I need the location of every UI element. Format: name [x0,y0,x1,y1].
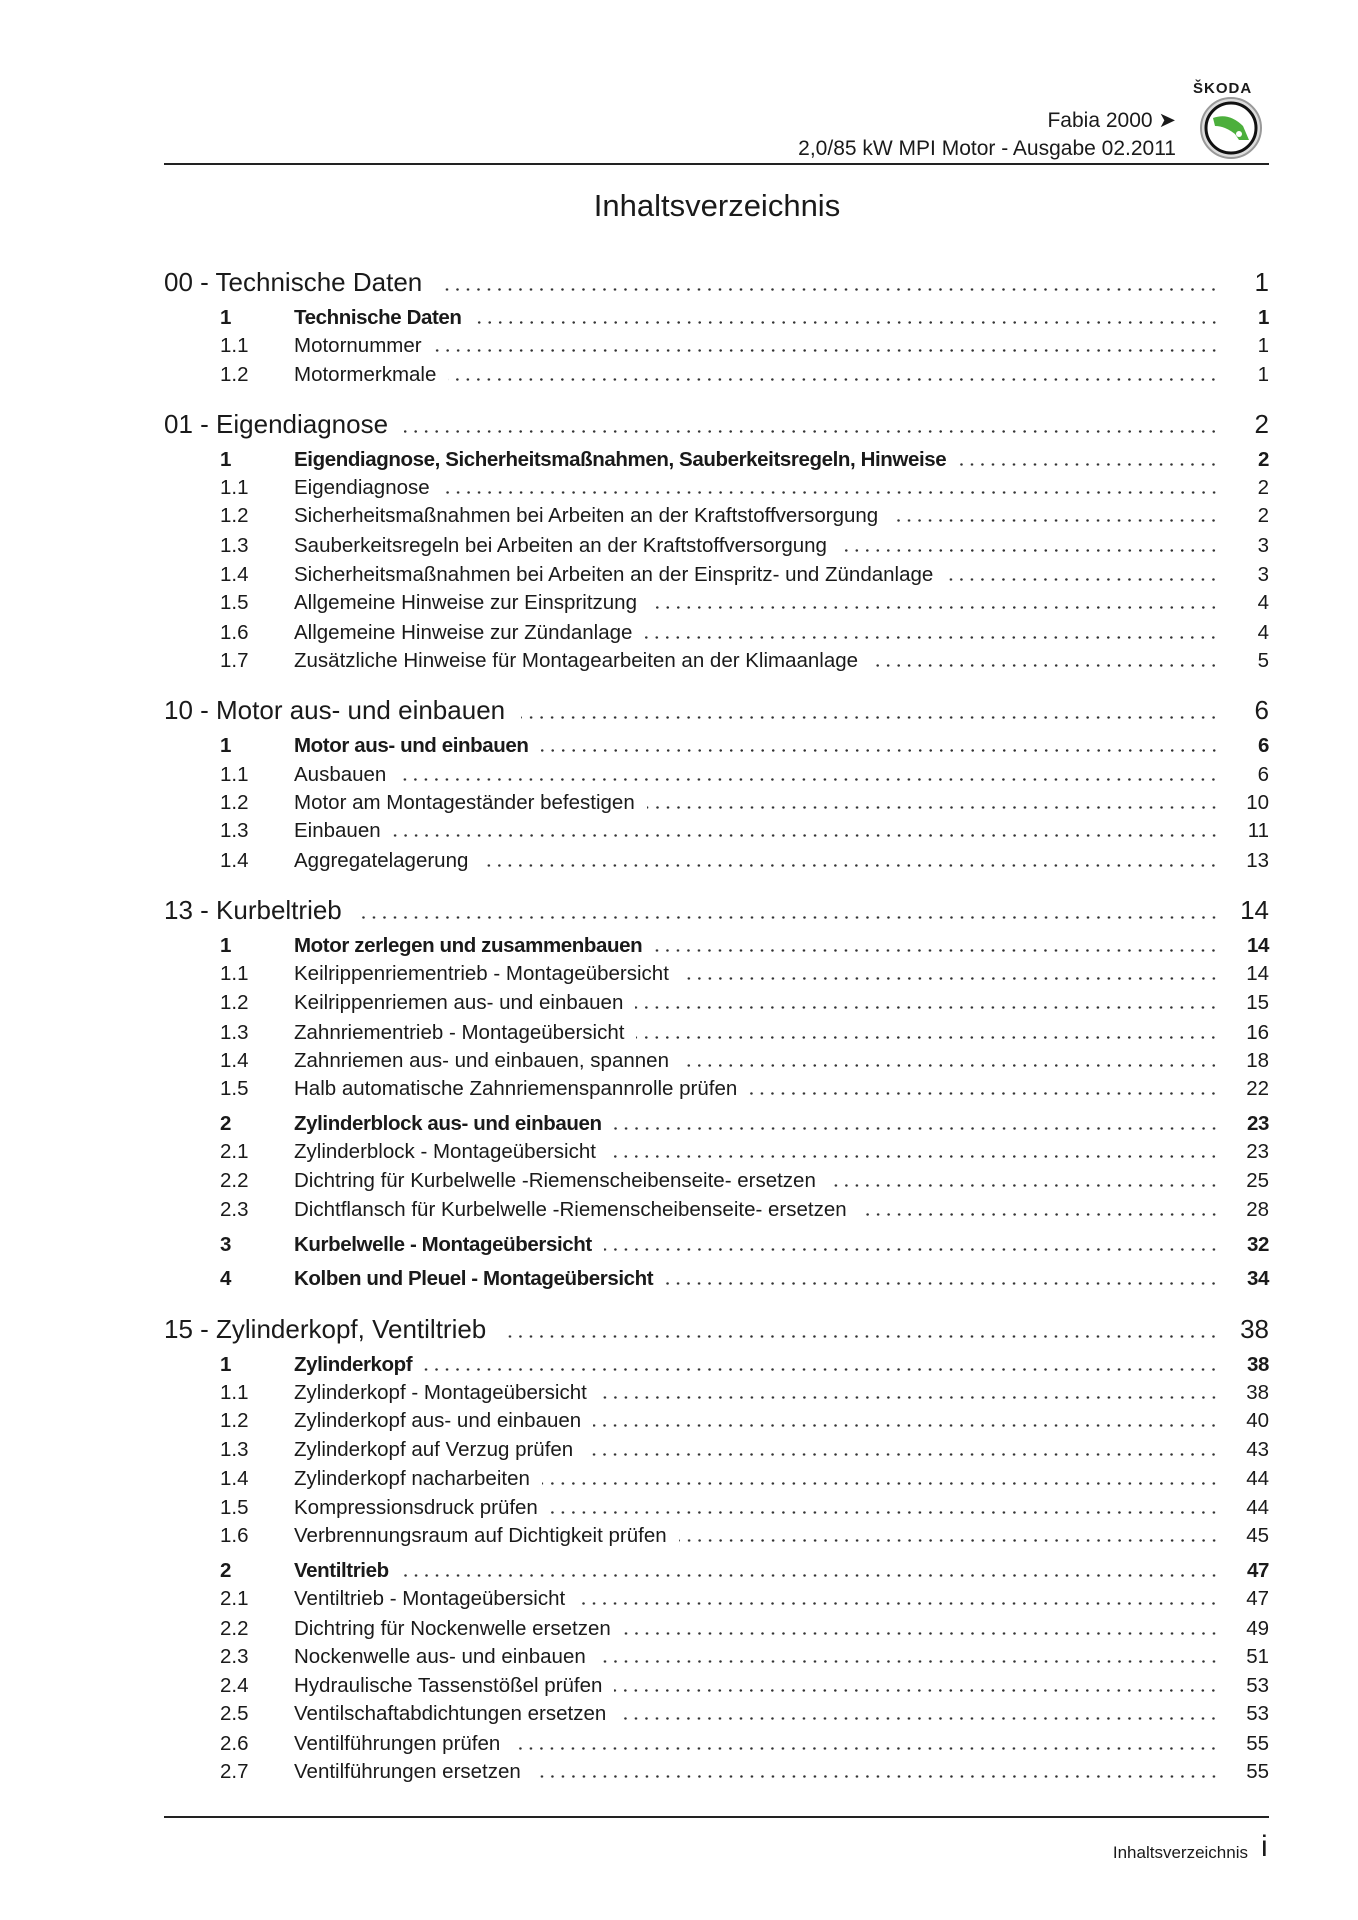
toc-entry[interactable] [164,1409,1269,1433]
header-model: Fabia 2000 ➤ [1047,109,1176,132]
dot-leader [618,1717,1219,1720]
entry-title: Zahnriemen aus- und einbauen, spannen [294,1048,669,1072]
toc-entry[interactable] [164,1198,1269,1222]
entry-number: 2.3 [220,1645,249,1669]
entry-page: 47 [1246,1558,1269,1582]
entry-page: 28 [1246,1198,1269,1222]
toc-entry[interactable] [164,409,1269,440]
entry-number: 2.2 [220,1168,249,1192]
entry-title: Zylinderkopf aus- und einbauen [294,1409,582,1433]
entry-page: 13 [1246,848,1269,872]
entry-page: 22 [1246,1077,1269,1101]
toc-entry[interactable] [164,267,1269,298]
entry-page: 18 [1246,1048,1269,1072]
header-brand: ŠKODA [1193,80,1253,97]
dot-leader [604,1248,1219,1251]
entry-title: Ventiltrieb - Montageübersicht [294,1587,566,1611]
entry-page: 14 [1246,934,1269,958]
entry-title: Allgemeine Hinweise zur Zündanlage [294,620,633,644]
entry-page: 25 [1246,1168,1269,1192]
entry-page: 44 [1246,1495,1269,1519]
dot-leader [945,578,1219,581]
entry-number: 1 [220,447,232,471]
dot-leader [521,716,1219,719]
entry-title: Nockenwelle aus- und einbauen [294,1645,586,1669]
entry-page: 23 [1246,1140,1269,1164]
entry-title: Halb automatische Zahnriemenspannrolle prüfen [294,1077,738,1101]
dot-leader [649,606,1219,609]
footer-rule [164,1816,1269,1818]
entry-number: 1.3 [220,534,249,558]
entry-title: Aggregatelagerung [294,848,469,872]
toc-entry[interactable] [164,1645,1269,1669]
entry-page: 32 [1246,1232,1269,1256]
entry-title: Motormerkmale [294,362,437,386]
entry-title: Verbrennungsraum auf Dichtigkeit prüfen [294,1524,667,1548]
entry-number: 2.7 [220,1759,249,1783]
entry-number: 3 [220,1232,232,1256]
entry-number: 1.1 [220,962,249,986]
entry-title: Ventiltrieb [294,1558,389,1582]
toc-entry[interactable] [164,1674,1269,1698]
entry-number: 1.3 [220,1020,249,1044]
footer-section: Inhaltsverzeichnis [1112,1843,1248,1862]
dot-leader [404,430,1219,433]
entry-page: 1 [1254,266,1269,297]
toc-entry[interactable] [164,649,1269,673]
entry-title: Motor aus- und einbauen [294,734,529,758]
entry-title: Allgemeine Hinweise zur Einspritzung [294,590,637,614]
entry-number: 2.1 [220,1140,249,1164]
entry-page: 45 [1246,1524,1269,1548]
entry-page: 47 [1246,1587,1269,1611]
entry-number: 1.5 [220,590,249,614]
entry-page: 16 [1246,1020,1269,1044]
entry-title: Motor am Montageständer befestigen [294,790,635,814]
entry-page: 4 [1257,620,1269,644]
entry-page: 2 [1257,504,1269,528]
toc-entry[interactable] [164,363,1269,387]
entry-title: Motor zerlegen und zusammenbauen [294,934,643,958]
dot-leader [859,1213,1219,1216]
toc-entry[interactable] [164,1077,1269,1101]
entry-title: Keilrippenriemen aus- und einbauen [294,990,624,1014]
toc-entry[interactable] [164,504,1269,528]
entry-title: Einbauen [294,819,381,843]
toc-entry[interactable] [164,695,1269,726]
entry-number: 1.2 [220,790,249,814]
dot-leader [614,1689,1219,1692]
entry-title: 00 - Technische Daten [164,266,423,297]
entry-title: Ventilführungen prüfen [294,1731,501,1755]
toc-entry[interactable] [164,1496,1269,1520]
dot-leader [577,1602,1219,1605]
entry-number: 2.1 [220,1587,249,1611]
dot-leader [550,1511,1219,1514]
toc-entry[interactable] [164,448,1269,472]
entry-page: 23 [1246,1111,1269,1135]
entry-page: 6 [1254,695,1269,726]
entry-title: Zylinderblock - Montageübersicht [294,1140,596,1164]
entry-number: 1.2 [220,504,249,528]
entry-title: Sicherheitsmaßnahmen bei Arbeiten an der Einspritz- und Zündanlage [294,562,934,586]
entry-page: 6 [1257,762,1269,786]
entry-page: 10 [1246,790,1269,814]
toc-entry[interactable] [164,1702,1269,1726]
entry-number: 1 [220,934,232,958]
skoda-logo-icon [1199,96,1263,160]
entry-title: Kurbelwelle - Montageübersicht [294,1232,592,1256]
page-title: Inhaltsverzeichnis [593,188,841,223]
entry-page: 1 [1257,334,1269,358]
dot-leader [654,949,1219,952]
entry-page: 11 [1247,819,1269,843]
dot-leader [839,549,1219,552]
entry-number: 1.3 [220,1437,249,1461]
dot-leader [679,1539,1219,1542]
dot-leader [644,636,1219,639]
entry-page: 2 [1257,476,1269,500]
entry-title: Zylinderblock aus- und einbauen [294,1111,602,1135]
dot-leader [438,288,1219,291]
toc-entry[interactable] [164,1381,1269,1405]
toc-entry[interactable] [164,1140,1269,1164]
toc-entry[interactable] [164,563,1269,587]
dot-leader [647,806,1219,809]
entry-number: 1.5 [220,1077,249,1101]
entry-number: 2.6 [220,1731,249,1755]
dot-leader [442,491,1219,494]
toc-entry[interactable] [164,734,1269,758]
dot-leader [541,749,1219,752]
entry-number: 1.3 [220,819,249,843]
toc-entry[interactable] [164,306,1269,330]
entry-title: Zusätzliche Hinweise für Montagearbeiten an der Klimaanlage [294,648,859,672]
dot-leader [870,664,1219,667]
entry-number: 2.3 [220,1198,249,1222]
dot-leader [585,1453,1219,1456]
entry-number: 1.4 [220,1048,249,1072]
entry-title: Ventilschaftabdichtungen ersetzen [294,1701,607,1725]
dot-leader [681,977,1219,980]
entry-title: Kolben und Pleuel - Montageübersicht [294,1267,654,1291]
entry-title: Zylinderkopf - Montageübersicht [294,1380,587,1404]
entry-number: 1 [220,305,232,329]
dot-leader [533,1775,1219,1778]
entry-title: Sicherheitsmaßnahmen bei Arbeiten an der Kraftstoffversorgung [294,504,879,528]
entry-title: Zylinderkopf [294,1352,413,1376]
dot-leader [635,1006,1219,1009]
entry-page: 44 [1246,1467,1269,1491]
toc-entry[interactable] [164,1314,1269,1345]
entry-page: 49 [1246,1616,1269,1640]
toc-entry[interactable] [164,1467,1269,1491]
entry-title: Hydraulische Tassenstößel prüfen [294,1673,603,1697]
entry-page: 2 [1254,408,1269,439]
entry-title: Zahnriementrieb - Montageübersicht [294,1020,625,1044]
dot-leader [474,321,1219,324]
footer-page: i [1261,1830,1268,1863]
toc-entry[interactable] [164,991,1269,1015]
entry-page: 5 [1257,648,1269,672]
dot-leader [542,1482,1219,1485]
entry-number: 1.1 [220,762,249,786]
toc-entry[interactable] [164,1732,1269,1756]
entry-page: 3 [1257,534,1269,558]
dot-leader [358,916,1219,919]
entry-number: 1 [220,1352,232,1376]
entry-number: 2 [220,1111,232,1135]
dot-leader [512,1747,1219,1750]
toc-entry[interactable] [164,1760,1269,1784]
entry-title: 10 - Motor aus- und einbauen [164,695,506,726]
toc-entry[interactable] [164,895,1269,926]
entry-title: Dichtflansch für Kurbelwelle -Riemenscheibenseite- ersetzen [294,1198,847,1222]
dot-leader [623,1632,1219,1635]
entry-page: 1 [1257,362,1269,386]
toc-entry[interactable] [164,1267,1269,1291]
entry-page: 2 [1257,447,1269,471]
entry-page: 4 [1257,590,1269,614]
entry-number: 1.2 [220,1409,249,1433]
entry-number: 1.6 [220,1524,249,1548]
dot-leader [665,1282,1219,1285]
entry-title: Kompressionsdruck prüfen [294,1495,538,1519]
entry-number: 1.4 [220,848,249,872]
toc-entry[interactable] [164,1169,1269,1193]
toc-entry[interactable] [164,476,1269,500]
toc-entry[interactable] [164,763,1269,787]
entry-number: 4 [220,1267,232,1291]
entry-page: 55 [1246,1731,1269,1755]
entry-number: 2 [220,1558,232,1582]
toc-entry[interactable] [164,1353,1269,1377]
toc-entry[interactable] [164,1049,1269,1073]
dot-leader [681,1064,1219,1067]
dot-leader [593,1424,1219,1427]
entry-number: 2.2 [220,1616,249,1640]
entry-number: 1.7 [220,648,249,672]
entry-title: Dichtring für Nockenwelle ersetzen [294,1616,611,1640]
entry-page: 3 [1257,562,1269,586]
dot-leader [614,1127,1219,1130]
toc-entry[interactable] [164,621,1269,645]
header-rule [164,163,1269,165]
dot-leader [890,519,1219,522]
entry-page: 15 [1246,990,1269,1014]
dot-leader [502,1335,1219,1338]
entry-title: 15 - Zylinderkopf, Ventiltrieb [164,1313,487,1344]
entry-title: 13 - Kurbeltrieb [164,895,342,926]
entry-number: 1.1 [220,334,249,358]
entry-title: Motornummer [294,334,422,358]
toc-entry[interactable] [164,334,1269,358]
dot-leader [401,1574,1219,1577]
entry-number: 2.4 [220,1673,249,1697]
toc-entry[interactable] [164,791,1269,815]
header-subtitle: 2,0/85 kW MPI Motor - Ausgabe 02.2011 [798,137,1176,160]
toc-entry[interactable] [164,1233,1269,1257]
entry-title: Ausbauen [294,762,387,786]
toc-entry[interactable] [164,534,1269,558]
entry-page: 40 [1246,1409,1269,1433]
toc-entry[interactable] [164,819,1269,843]
entry-number: 1.5 [220,1495,249,1519]
toc-entry[interactable] [164,1524,1269,1548]
dot-leader [636,1036,1219,1039]
dot-leader [424,1368,1219,1371]
entry-number: 1.6 [220,620,249,644]
entry-number: 1.1 [220,476,249,500]
toc-entry[interactable] [164,1021,1269,1045]
entry-title: Ventilführungen ersetzen [294,1759,521,1783]
entry-title: Zylinderkopf auf Verzug prüfen [294,1437,574,1461]
dot-leader [393,834,1219,837]
entry-number: 1.4 [220,562,249,586]
entry-title: Zylinderkopf nacharbeiten [294,1467,530,1491]
entry-page: 6 [1257,734,1269,758]
entry-page: 43 [1246,1437,1269,1461]
dot-leader [598,1660,1219,1663]
dot-leader [398,778,1219,781]
dot-leader [448,378,1219,381]
toc-entry[interactable] [164,962,1269,986]
dot-leader [434,349,1219,352]
dot-leader [749,1092,1219,1095]
toc-entry[interactable] [164,1438,1269,1462]
entry-number: 1.2 [220,990,249,1014]
entry-page: 38 [1246,1380,1269,1404]
entry-title: Eigendiagnose [294,476,430,500]
entry-number: 1.4 [220,1467,249,1491]
entry-title: Dichtring für Kurbelwelle -Riemenscheibenseite- ersetzen [294,1168,816,1192]
entry-page: 38 [1240,1313,1269,1344]
entry-title: 01 - Eigendiagnose [164,408,389,439]
entry-page: 14 [1246,962,1269,986]
entry-page: 14 [1240,895,1269,926]
toc-entry[interactable] [164,934,1269,958]
entry-number: 1.1 [220,1380,249,1404]
entry-page: 38 [1246,1352,1269,1376]
entry-number: 1 [220,734,232,758]
toc-entry[interactable] [164,591,1269,615]
entry-title: Sauberkeitsregeln bei Arbeiten an der Kraftstoffversorgung [294,534,827,558]
entry-page: 53 [1246,1673,1269,1697]
entry-page: 55 [1246,1759,1269,1783]
entry-title: Technische Daten [294,305,462,329]
dot-leader [608,1155,1219,1158]
dot-leader [480,864,1219,867]
entry-number: 1.2 [220,362,249,386]
entry-number: 2.5 [220,1701,249,1725]
entry-page: 1 [1257,305,1269,329]
entry-title: Keilrippenriementrieb - Montageübersicht [294,962,669,986]
toc-entry[interactable] [164,1112,1269,1136]
toc-entry[interactable] [164,1587,1269,1611]
dot-leader [828,1184,1219,1187]
entry-page: 53 [1246,1701,1269,1725]
dot-leader [599,1396,1219,1399]
dot-leader [958,463,1219,466]
toc-entry[interactable] [164,849,1269,873]
entry-page: 34 [1246,1267,1269,1291]
entry-page: 51 [1246,1645,1269,1669]
toc-entry[interactable] [164,1617,1269,1641]
entry-title: Eigendiagnose, Sicherheitsmaßnahmen, Sauberkeitsregeln, Hinweise [294,447,947,471]
toc-entry[interactable] [164,1559,1269,1583]
